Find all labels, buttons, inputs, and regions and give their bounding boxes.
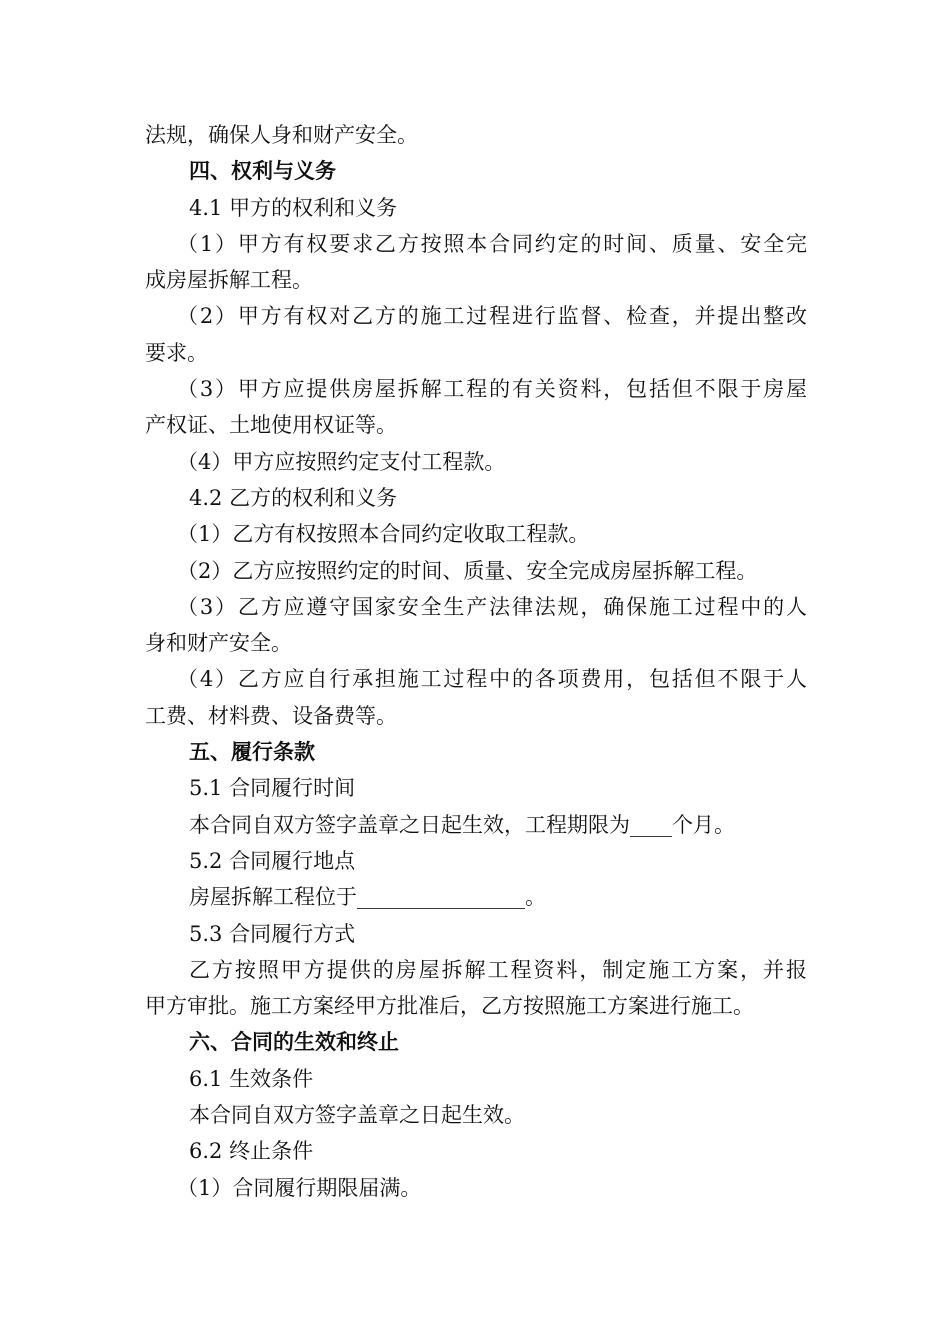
clause-line: （2）甲方有权对乙方的施工过程进行监督、检查，并提出整改 bbox=[177, 304, 807, 329]
paragraph-line: 法规，确保人身和财产安全。 bbox=[145, 123, 418, 147]
section-heading-6: 六、合同的生效和终止 bbox=[189, 1029, 399, 1055]
clause-line: （1）甲方有权要求乙方按照本合同约定的时间、质量、安全完 bbox=[177, 231, 807, 256]
clause-line: （1）乙方有权按照本合同约定收取工程款。 bbox=[177, 522, 590, 547]
clause-line-continuation: 要求。 bbox=[145, 340, 208, 365]
subsection-heading-5-1: 5.1 合同履行时间 bbox=[189, 776, 356, 801]
subsection-heading-6-2: 6.2 终止条件 bbox=[189, 1139, 314, 1164]
subsection-heading-4-1: 4.1 甲方的权利和义务 bbox=[189, 195, 398, 220]
paragraph-line: 本合同自双方签字盖章之日起生效，工程期限为____个月。 bbox=[189, 812, 735, 837]
clause-line-continuation: 工费、材料费、设备费等。 bbox=[145, 703, 397, 728]
document-body bbox=[145, 117, 807, 1206]
paragraph-line: 本合同自双方签字盖章之日起生效。 bbox=[189, 1103, 525, 1128]
paragraph-line: 乙方按照甲方提供的房屋拆解工程资料，制定施工方案，并报 bbox=[189, 957, 807, 982]
clause-line-continuation: 产权证、土地使用权证等。 bbox=[145, 413, 397, 438]
clause-line: （4）甲方应按照约定支付工程款。 bbox=[177, 449, 506, 474]
section-heading-5: 五、履行条款 bbox=[189, 739, 315, 765]
paragraph-line-continuation: 甲方审批。施工方案经甲方批准后，乙方按照施工方案进行施工。 bbox=[145, 994, 754, 1019]
subsection-heading-5-2: 5.2 合同履行地点 bbox=[189, 848, 356, 873]
clause-line: （4）乙方应自行承担施工过程中的各项费用，包括但不限于人 bbox=[177, 667, 807, 692]
subsection-heading-5-3: 5.3 合同履行方式 bbox=[189, 921, 356, 946]
clause-line: （1）合同履行期限届满。 bbox=[177, 1175, 422, 1200]
clause-line: （3）乙方应遵守国家安全生产法律法规，确保施工过程中的人 bbox=[177, 594, 807, 619]
clause-line-continuation: 成房屋拆解工程。 bbox=[145, 268, 313, 293]
clause-line: （3）甲方应提供房屋拆解工程的有关资料，包括但不限于房屋 bbox=[177, 377, 807, 402]
clause-line: （2）乙方应按照约定的时间、质量、安全完成房屋拆解工程。 bbox=[177, 558, 758, 583]
clause-line-continuation: 身和财产安全。 bbox=[145, 631, 292, 656]
subsection-heading-4-2: 4.2 乙方的权利和义务 bbox=[189, 485, 398, 510]
section-heading-4: 四、权利与义务 bbox=[189, 158, 336, 184]
subsection-heading-6-1: 6.1 生效条件 bbox=[189, 1066, 314, 1091]
paragraph-line: 房屋拆解工程位于________________。 bbox=[189, 885, 546, 910]
